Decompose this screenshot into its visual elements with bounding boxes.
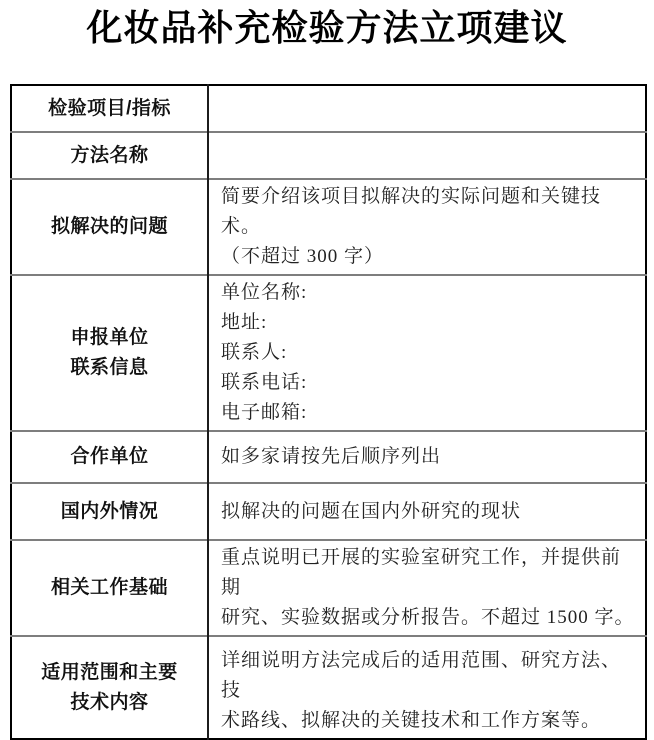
row-content-cell [208,179,646,275]
cell-text-line: 电子邮箱: [221,402,308,423]
cell-text-line: 地址: [221,312,268,333]
row-content-cell [208,540,646,636]
row-content-cell-empty [208,132,646,179]
row-content-cell [208,431,646,483]
row-label-cell [11,179,208,275]
row-label: 适用范围和主要 [41,661,178,683]
row-label: 相关工作基础 [50,577,168,598]
table-row-inspection-item [11,85,646,132]
cell-text-line: 联系人: [221,342,288,363]
row-label: 国内外情况 [60,500,159,522]
cell-text-line: 单位名称: [221,282,308,303]
table-row-method-name [11,132,646,179]
cell-text-line: 重点说明已开展的实验室研究工作，并提供前期 [221,547,622,598]
row-label-cell [11,483,208,540]
table-row-related-work-basis [11,540,646,636]
cell-text-line: 详细说明方法完成后的适用范围、研究方法、技 [221,650,622,701]
cell-text-line: （不超过 300 字） [221,246,385,267]
row-label-cell [11,636,208,739]
row-label-cell [11,132,208,179]
table-row-domestic-foreign-status [11,483,646,540]
row-label: 拟解决的问题 [50,216,168,237]
cell-text-line: 研究、实验数据或分析报告。不超过 1500 字。 [221,607,635,628]
cell-text-line: 联系电话: [221,372,308,393]
table-row-scope-technical-content [11,636,646,739]
row-content-cell-empty [208,85,646,132]
table-row-problem-to-solve [11,179,646,275]
cell-text-line: 拟解决的问题在国内外研究的现状 [221,500,522,522]
row-label-cell [11,431,208,483]
row-label-cell [11,275,208,431]
cell-text-line: 术路线、拟解决的关键技术和工作方案等。 [221,710,602,731]
row-label-cell [11,85,208,132]
table-row-applicant-contact [11,275,646,431]
row-content-cell [208,636,646,739]
table-row-partner-units [11,431,646,483]
row-label: 联系信息 [70,357,149,378]
cell-text-line: 简要介绍该项目拟解决的实际问题和关键技术。 [221,186,602,237]
row-label: 合作单位 [70,446,149,467]
row-label: 申报单位 [70,327,149,348]
row-label: 检验项目/指标 [48,97,171,119]
row-content-cell [208,275,646,431]
row-content-cell [208,483,646,540]
cell-text-line: 如多家请按先后顺序列出 [221,446,442,467]
row-label: 方法名称 [70,144,149,166]
document-title: 化妆品补充检验方法立项建议 [86,8,568,48]
proposal-form-table [10,84,647,740]
row-label: 技术内容 [70,691,149,713]
row-label-cell [11,540,208,636]
